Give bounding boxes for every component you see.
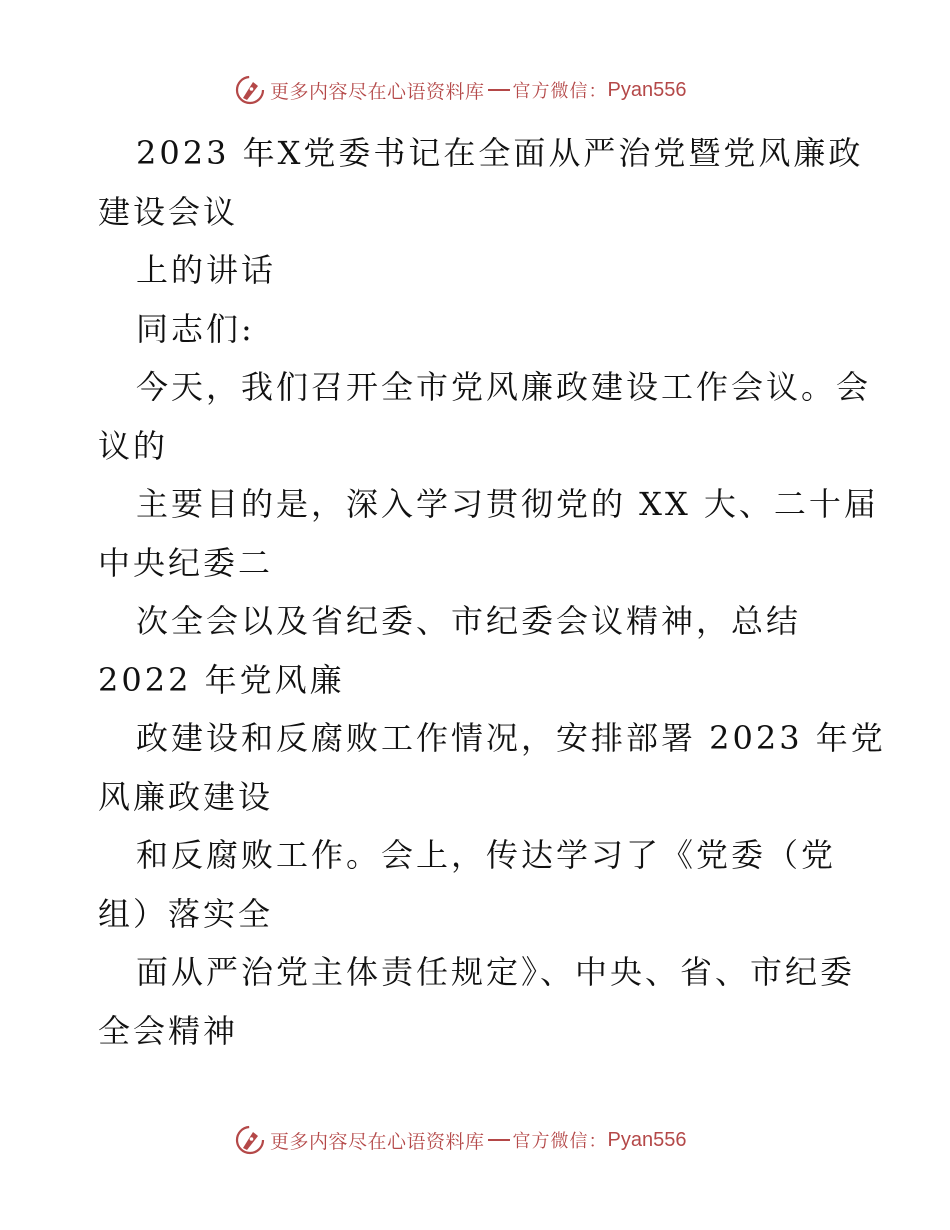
body-line: 面从严治党主体责任规定》、中央、省、市纪委 [136, 953, 856, 991]
watermark-wechat-label: 官方微信： [512, 81, 608, 102]
body-line: 主要目的是，深入学习贯彻党的 XX 大、二十届 [136, 485, 879, 523]
body-line: 中央纪委二 [98, 543, 274, 582]
title-line-1: 2023 年X党委书记在全面从严治党暨党风廉政 [136, 134, 864, 172]
watermark-wechat-id: Pyan556 [607, 1128, 687, 1151]
watermark-wechat-label: 官方微信： [512, 1131, 608, 1152]
body-line: 和反腐败工作。会上，传达学习了《党委（党 [136, 836, 837, 874]
body-line: 2022 年党风廉 [98, 660, 345, 699]
body-line: 议的 [98, 426, 169, 465]
watermark-site-text: 更多内容尽在心语资料库 [270, 80, 485, 103]
salutation: 同志们: [136, 309, 255, 348]
pen-nib-logo-icon [234, 1124, 266, 1156]
pen-nib-logo-icon [234, 74, 266, 106]
title-line-2: 建设会议 [98, 192, 239, 231]
body-line: 风廉政建设 [98, 777, 274, 816]
body-line: 全会精神 [98, 1011, 239, 1050]
body-line: 今天，我们召开全市党风廉政建设工作会议。会 [136, 368, 872, 406]
document-body [98, 124, 886, 1060]
footer-watermark [234, 1122, 714, 1158]
body-line: 组）落实全 [98, 894, 274, 933]
body-line: 政建设和反腐败工作情况，安排部署 2023 年党 [136, 719, 886, 757]
title-line-3: 上的讲话 [136, 251, 277, 289]
watermark-site-text: 更多内容尽在心语资料库 [270, 1130, 485, 1153]
watermark-dash [488, 89, 510, 91]
header-watermark [234, 72, 714, 108]
watermark-wechat-id: Pyan556 [607, 78, 687, 101]
watermark-dash [488, 1139, 510, 1141]
body-line: 次全会以及省纪委、市纪委会议精神，总结 [136, 602, 802, 640]
